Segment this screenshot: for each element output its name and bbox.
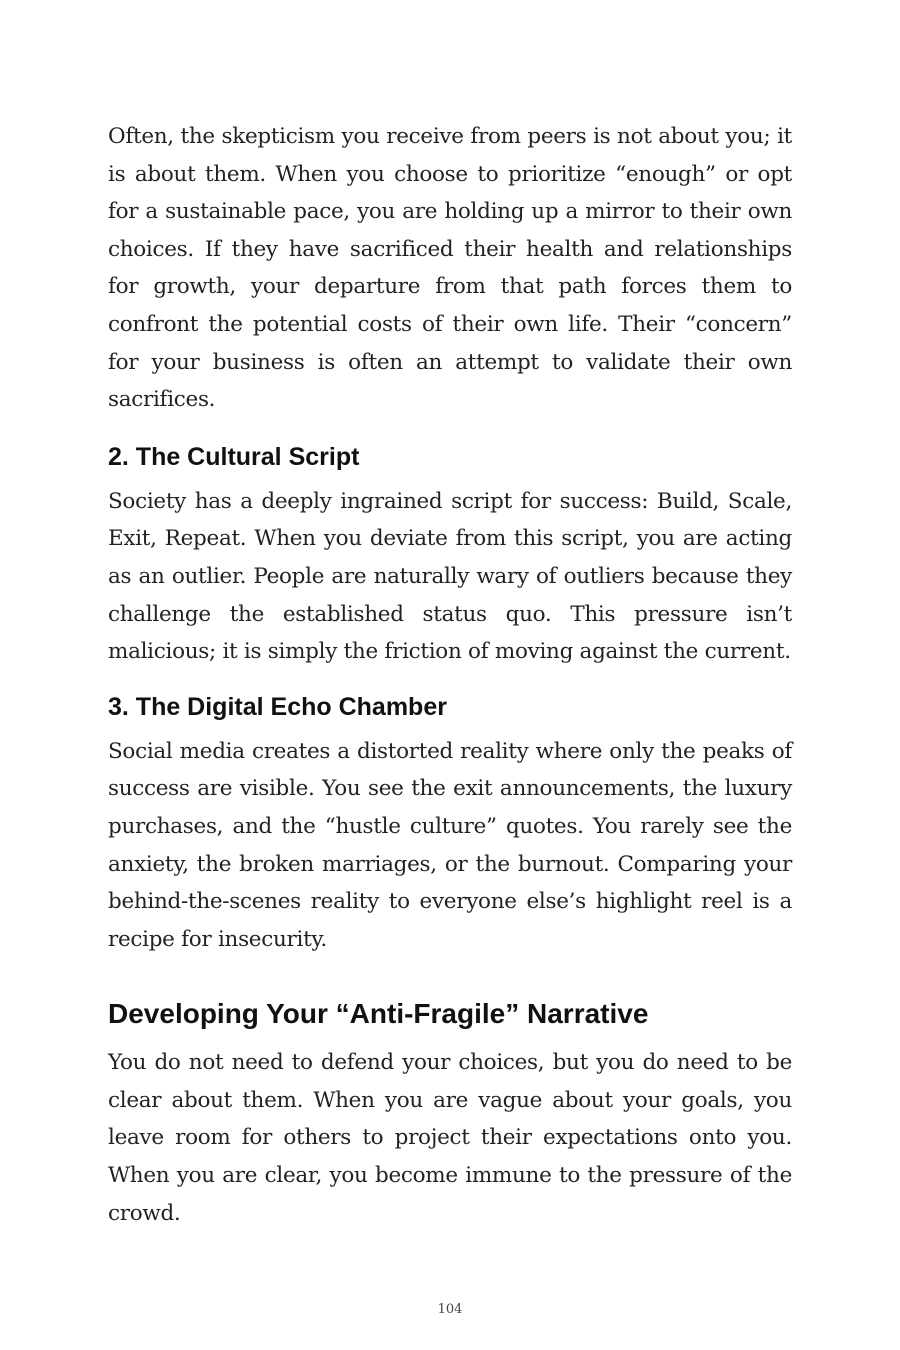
heading-anti-fragile-narrative: Developing Your “Anti-Fragile” Narrative [108,998,649,1030]
page-content [108,118,792,1232]
paragraph-skepticism: Often, the skepticism you receive from peers is not about you; it is about them. When you choose to prioritize “enough” or opt for a sustainable pace, you are holding up a mirror to their own choices. If they have sacrificed their health and relationships for growth, your departure from that path forces them to confront the potential costs of their own life. Their “concern” for your business is often an attempt to validate their own sacrifices. [108,124,792,413]
page-number: 104 [437,1302,463,1317]
heading-digital-echo-chamber: 3. The Digital Echo Chamber [108,692,447,721]
paragraph-digital-echo-chamber: Social media creates a distorted reality where only the peaks of success are visible. You see the exit announcements, the luxury purchases, and the “hustle culture” quotes. You rarely see the anxiety, the broken marriages, or the burnout. Comparing your behind-the-scenes reality to everyone else’s highlight reel is a recipe for insecurity. [108,738,792,952]
paragraph-anti-fragile-narrative: You do not need to defend your choices, but you do need to be clear about them. When you are vague about your goals, you leave room for others to project their expectations onto you. When you are clear, you become immune to the pressure of the crowd. [108,1050,792,1226]
paragraph-cultural-script: Society has a deeply ingrained script for success: Build, Scale, Exit, Repeat. When you deviate from this script, you are acting as an outlier. People are naturally wary of outliers because they challenge the established status quo. This pressure isn’t malicious; it is simply the friction of moving against the current. [108,488,792,665]
heading-cultural-script: 2. The Cultural Script [108,442,360,471]
